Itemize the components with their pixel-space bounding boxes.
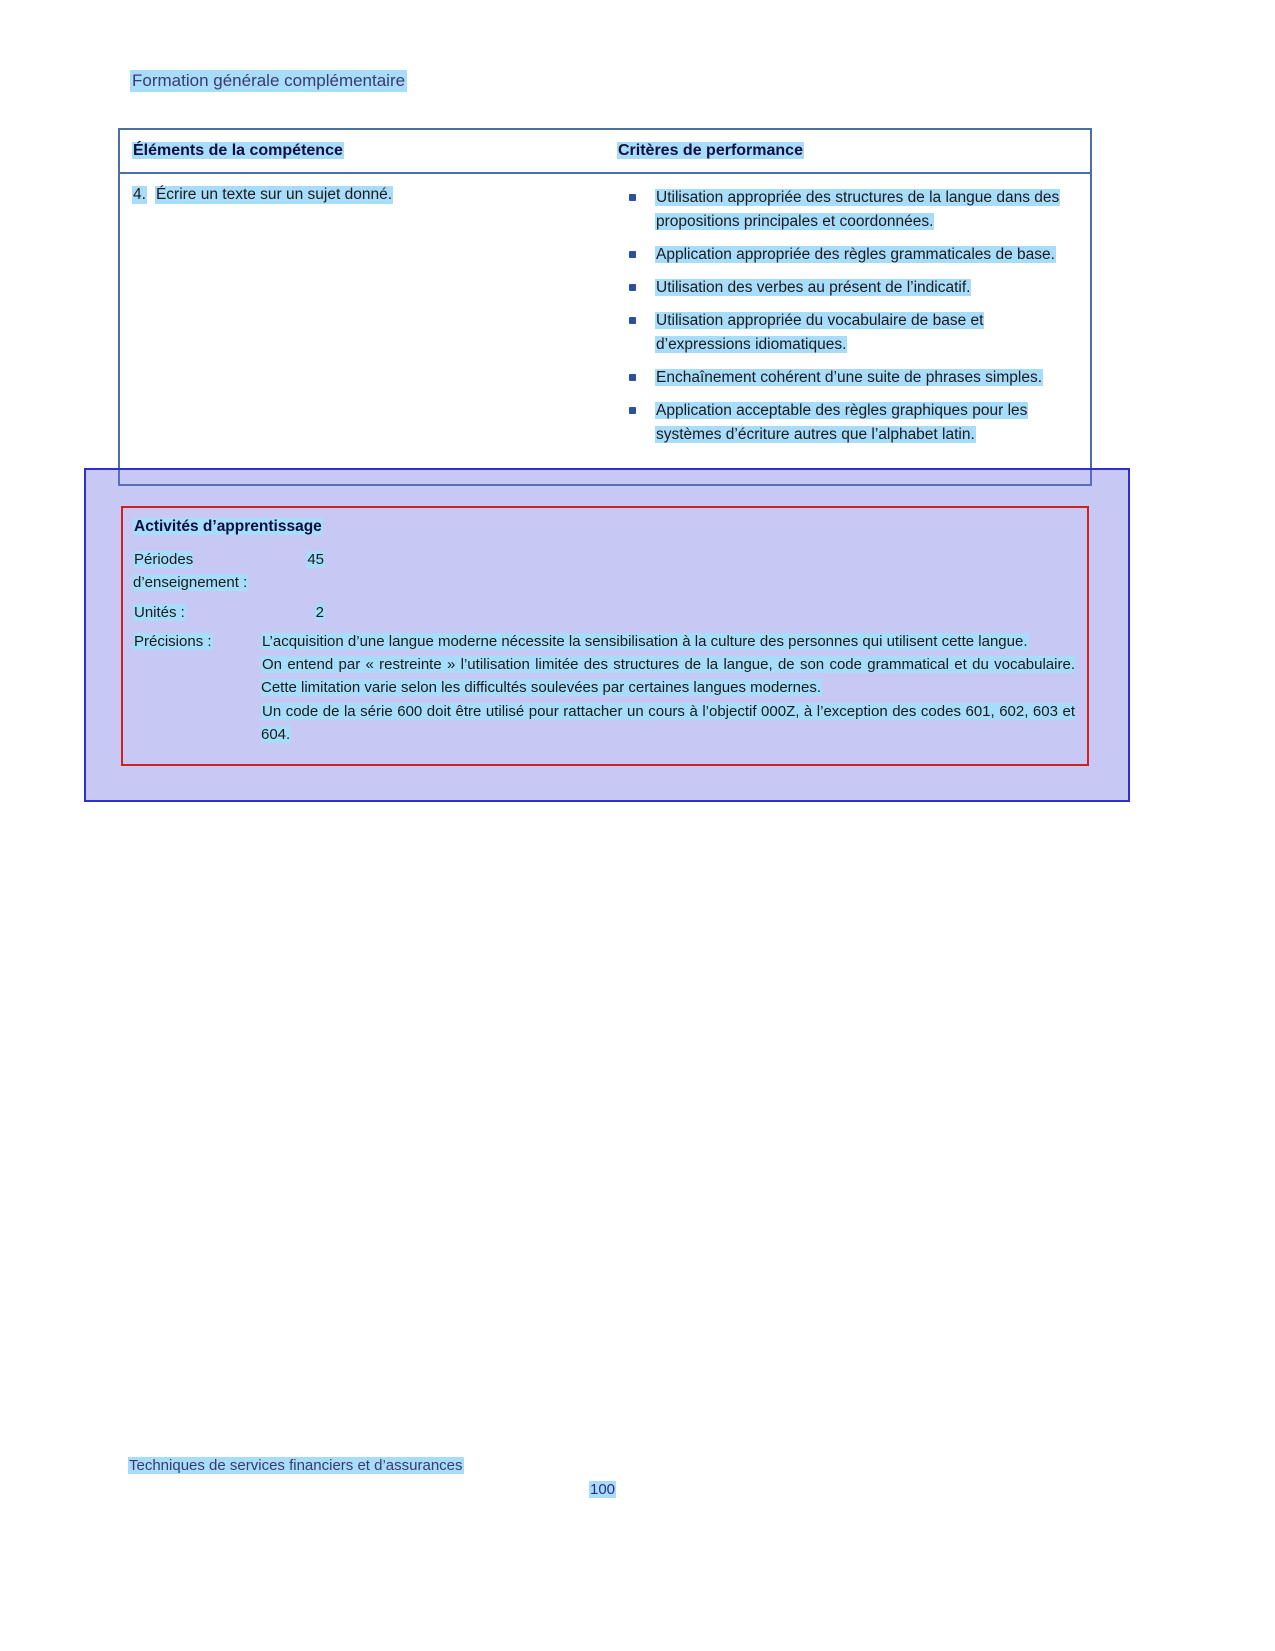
bullet-icon	[629, 407, 636, 414]
periods-row	[133, 548, 1075, 595]
table-body-row	[120, 174, 1090, 484]
competence-element-text: Écrire un texte sur un sujet donné.	[155, 186, 393, 203]
list-item	[617, 243, 1076, 267]
bullet-icon	[629, 251, 636, 258]
bullet-icon	[629, 317, 636, 324]
criterion-text: Application appropriée des règles grammaticales de base.	[656, 246, 1055, 264]
footer-program-label: Techniques de services financiers et d’assurances	[129, 1457, 463, 1474]
units-value	[261, 601, 325, 624]
bullet-icon	[629, 284, 636, 291]
footer-page-number-label: 100	[590, 1481, 616, 1498]
criterion-text: Utilisation appropriée des structures de la langue dans des propositions principales et coordonnées.	[656, 189, 1060, 231]
list-item	[617, 366, 1076, 390]
units-row	[133, 601, 1075, 624]
list-item	[617, 399, 1076, 447]
periods-value	[261, 548, 325, 595]
list-item	[617, 276, 1076, 300]
activities-title	[133, 518, 1075, 536]
competence-table	[118, 128, 1092, 486]
column-header-criteria	[617, 142, 1090, 160]
column-header-criteria-label: Critères de performance	[618, 142, 803, 159]
precisions-label-text: Précisions :	[134, 632, 212, 650]
precision-paragraph	[261, 653, 1075, 700]
document-header: Formation générale complémentaire	[132, 71, 406, 90]
precision-paragraph	[261, 700, 1075, 747]
criteria-list	[617, 186, 1076, 447]
criterion-text: Utilisation des verbes au présent de l’indicatif.	[656, 279, 971, 297]
competence-element-item	[132, 186, 605, 204]
precisions-body	[261, 630, 1075, 746]
periods-label	[133, 548, 261, 595]
list-item	[617, 309, 1076, 357]
bullet-icon	[629, 374, 636, 381]
periods-value-text: 45	[307, 551, 324, 568]
precisions-row	[133, 630, 1075, 746]
precision-text: Un code de la série 600 doit être utilisé pour rattacher un cours à l’objectif 000Z, à l’exception des codes 601, 602, 603 et 604.	[261, 702, 1075, 743]
table-header-row	[120, 130, 1090, 174]
bullet-icon	[629, 194, 636, 201]
precision-text: On entend par « restreinte » l’utilisation limitée des structures de la langue, de son code grammatical et du vocabulaire. Cette limitation varie selon les difficultés soulevées par certaines langues modernes.	[261, 656, 1075, 697]
criterion-text: Utilisation appropriée du vocabulaire de base et d’expressions idiomatiques.	[656, 312, 984, 354]
units-label-text: Unités :	[134, 603, 185, 621]
competence-elements-cell	[120, 174, 617, 484]
precision-text: L’acquisition d’une langue moderne nécessite la sensibilisation à la culture des personnes qui utilisent cette langue.	[262, 632, 1028, 650]
footer-page-number	[589, 1481, 616, 1498]
precision-paragraph	[261, 630, 1075, 653]
learning-activities-box	[121, 506, 1089, 766]
criterion-text: Application acceptable des règles graphiques pour les systèmes d’écriture autres que l’alphabet latin.	[656, 402, 1028, 444]
footer-program-name	[128, 1457, 464, 1474]
criterion-text: Enchaînement cohérent d’une suite de phrases simples.	[656, 369, 1043, 387]
precisions-label	[133, 630, 261, 746]
column-header-elements-label: Éléments de la compétence	[133, 142, 343, 159]
competence-element-number: 4.	[133, 186, 146, 203]
list-item	[617, 186, 1076, 234]
column-header-elements	[120, 142, 617, 160]
periods-label-text: Périodes d’enseignement :	[133, 551, 248, 592]
units-label	[133, 601, 261, 624]
units-value-text: 2	[315, 603, 324, 621]
performance-criteria-cell	[617, 174, 1090, 484]
activities-title-label: Activités d’apprentissage	[134, 518, 322, 535]
